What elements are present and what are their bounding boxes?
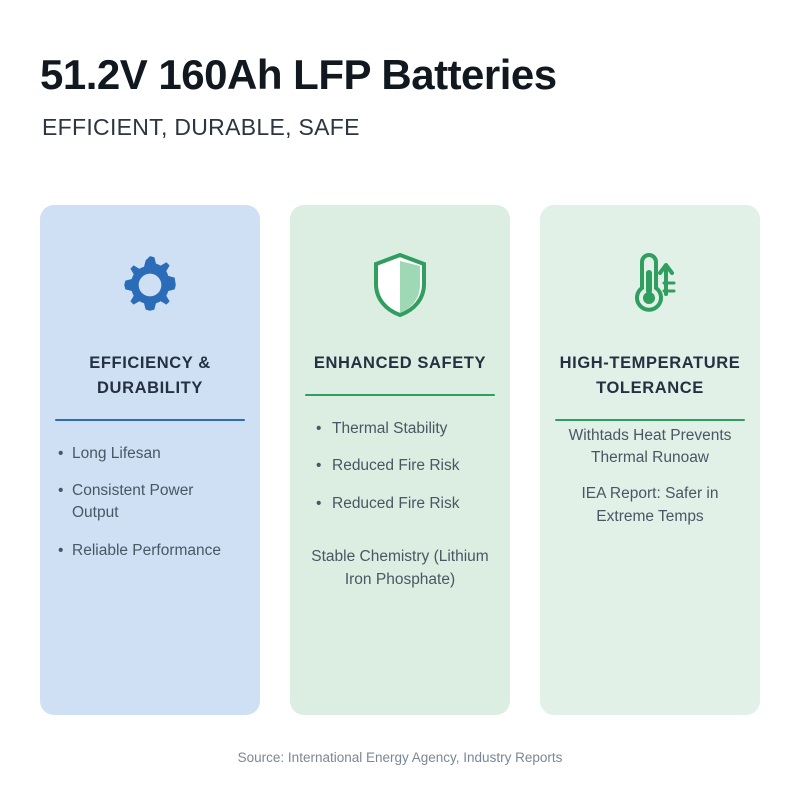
source-note: Source: International Energy Agency, Industry Reports [237, 750, 563, 765]
page-title: 51.2V 160Ah LFP Batteries [40, 51, 557, 98]
card-bullet-list [306, 418, 494, 530]
list-item: • Thermal Stability [314, 418, 494, 440]
list-item: • Long Lifesan [56, 443, 244, 465]
shield-icon [370, 245, 430, 325]
card-divider [305, 394, 495, 396]
list-item: • Consistent Power Output [56, 480, 244, 525]
card-heading: HIGH-TEMPERATURE TOLERANCE [559, 354, 741, 397]
list-item: Withtads Heat Prevents Thermal Runoaw [568, 426, 732, 466]
card-high-temperature-tolerance [540, 205, 760, 715]
list-item: IEA Report: Safer in Extreme Temps [581, 485, 719, 525]
list-item: • Reliable Performance [56, 540, 244, 562]
card-extra-text: Stable Chemistry (Lithium Iron Phosphate) [311, 548, 489, 588]
card-bullet-list [56, 443, 244, 578]
card-divider [555, 419, 745, 421]
card-enhanced-safety [290, 205, 510, 715]
list-item: • Reduced Fire Risk [314, 455, 494, 477]
thermometer-icon [614, 245, 686, 325]
list-item: • Reduced Fire Risk [314, 493, 494, 515]
card-text-list [556, 425, 744, 543]
card-divider [55, 419, 245, 421]
card-heading: ENHANCED SAFETY [313, 354, 487, 372]
card-efficiency-durability [40, 205, 260, 715]
card-heading: EFFICIENCY & DURABILITY [89, 354, 211, 397]
page-subtitle: EFFICIENT, DURABLE, SAFE [42, 114, 360, 141]
card-row [40, 205, 760, 715]
gear-icon [117, 245, 183, 325]
